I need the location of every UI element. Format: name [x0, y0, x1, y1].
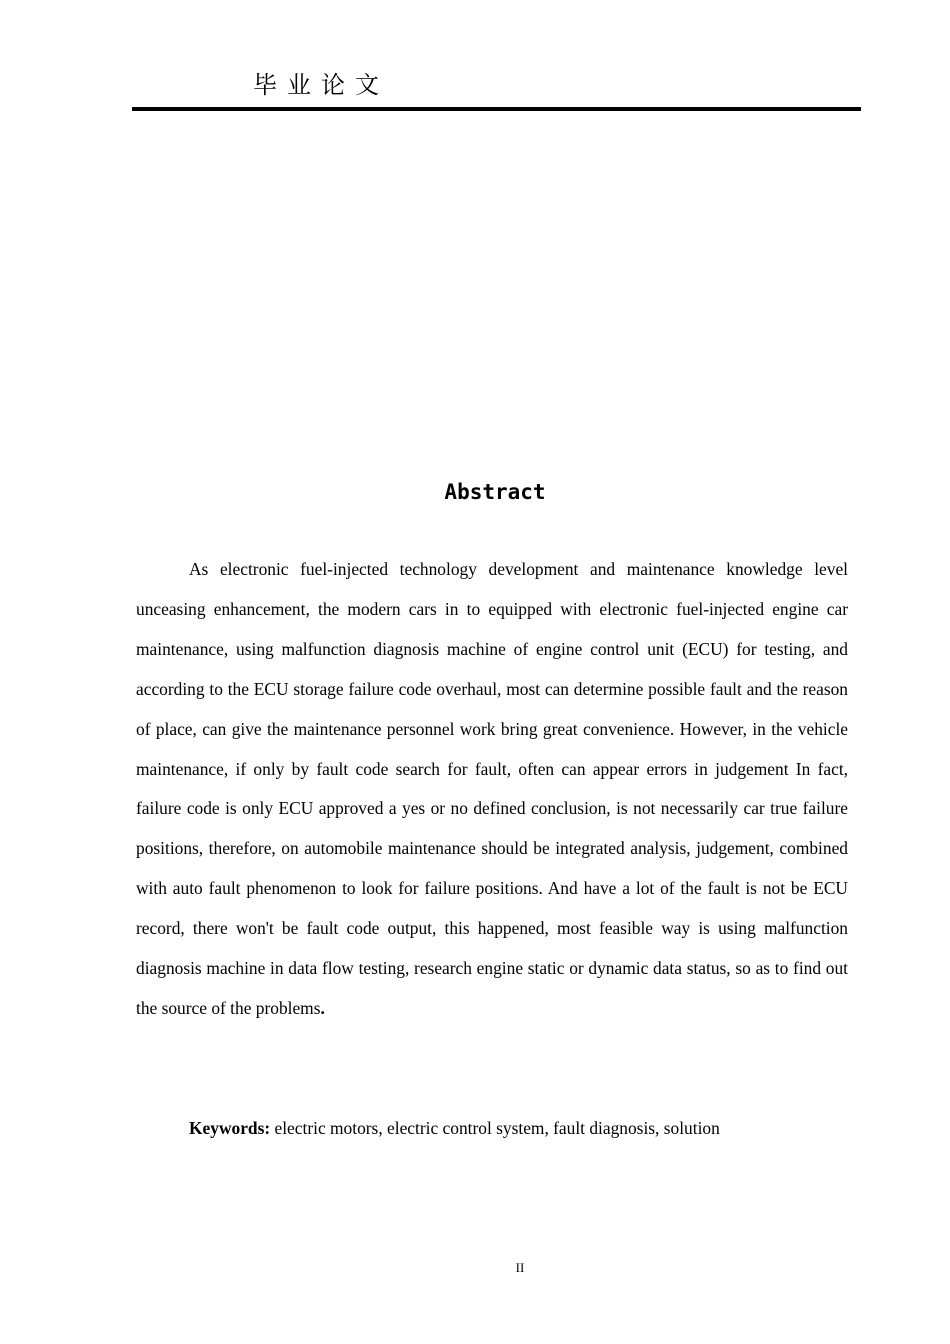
abstract-body-text: As electronic fuel-injected technology development and maintenance knowledge level unceasing enhancement, the modern cars in to equipped with electronic fuel-injected engine car maintenance, using malfunction diagnosis machine of engine control unit (ECU) for testing, and according to the ECU storage failure code overhaul, most can determine possible fault and the reason of place, can give the maintenance personnel work bring great convenience. However, in the vehicle maintenance, if only by fault code search for fault, often can appear errors in judgement In fact, failure code is only ECU approved a yes or no defined conclusion, is not necessarily car true failure positions, therefore, on automobile maintenance should be integrated analysis, judgement, combined with auto fault phenomenon to look for failure positions. And have a lot of the fault is not be ECU record, there won't be fault code output, this happened, most feasible way is using malfunction diagnosis machine in data flow testing, research engine static or dynamic data status, so as to find out the source of the problems	[136, 559, 848, 1018]
header-rule	[132, 107, 861, 111]
abstract-body-end: .	[320, 997, 325, 1018]
keywords-text: electric motors, electric control system, fault diagnosis, solution	[270, 1118, 720, 1138]
keywords-label: Keywords:	[189, 1118, 271, 1138]
page-number: II	[515, 1260, 525, 1275]
keywords-line	[189, 1110, 849, 1146]
abstract-body	[136, 550, 848, 1029]
header-title: 毕业论文	[253, 71, 389, 99]
abstract-heading: Abstract	[444, 480, 546, 504]
